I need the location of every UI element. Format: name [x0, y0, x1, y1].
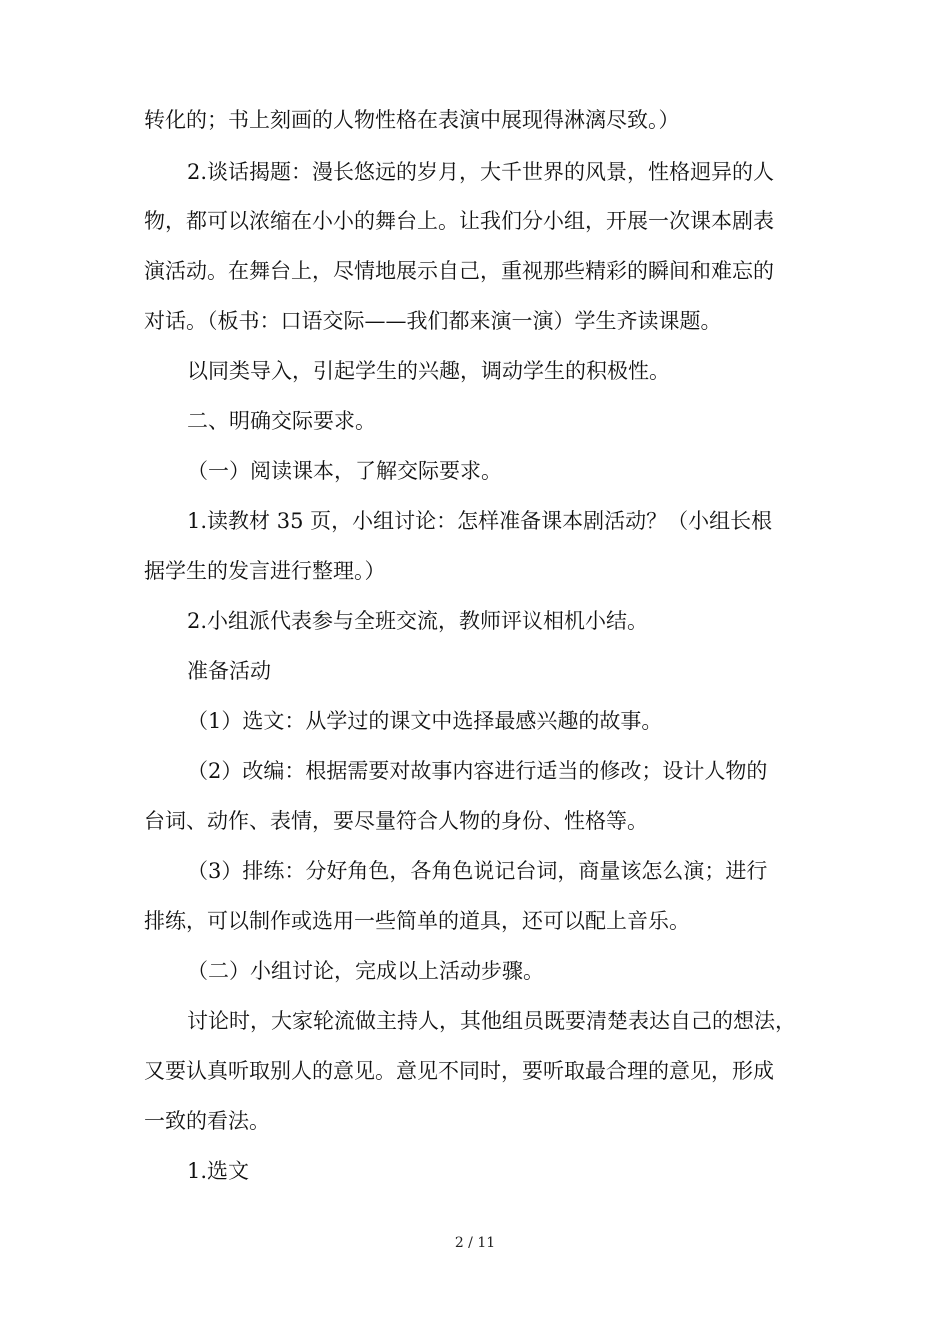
text-line: （1）选文：从学过的课文中选择最感兴趣的故事。	[187, 709, 663, 733]
text-line: 又要认真听取别人的意见。意见不同时，要听取最合理的意见，形成	[144, 1059, 774, 1083]
text-line: 2.小组派代表参与全班交流，教师评议相机小结。	[187, 609, 649, 633]
text-line: 准备活动	[187, 659, 271, 683]
text-line: 转化的；书上刻画的人物性格在表演中展现得淋漓尽致。）	[144, 108, 680, 132]
text-line: 2.谈话揭题：漫长悠远的岁月，大千世界的风景，性格迥异的人	[187, 160, 775, 184]
text-line: （2）改编：根据需要对故事内容进行适当的修改；设计人物的	[187, 759, 768, 783]
text-line: 对话。（板书：口语交际——我们都来演一演）学生齐读课题。	[144, 309, 722, 333]
text-line: 排练，可以制作或选用一些简单的道具，还可以配上音乐。	[144, 909, 690, 933]
text-line: 一致的看法。	[144, 1109, 270, 1133]
subsection-heading: （一）阅读课本，了解交际要求。	[187, 459, 502, 483]
text-line: 1.读教材 35 页，小组讨论：怎样准备课本剧活动？（小组长根	[187, 509, 773, 533]
section-heading: 二、明确交际要求。	[187, 409, 376, 433]
text-line: （3）排练：分好角色，各角色说记台词，商量该怎么演；进行	[187, 859, 768, 883]
text-line: 以同类导入，引起学生的兴趣，调动学生的积极性。	[187, 359, 670, 383]
text-line: 物，都可以浓缩在小小的舞台上。让我们分小组，开展一次课本剧表	[144, 209, 774, 233]
text-line: 1.选文	[187, 1159, 250, 1183]
text-line: 演活动。在舞台上，尽情地展示自己，重视那些精彩的瞬间和难忘的	[144, 259, 774, 283]
text-line: 讨论时，大家轮流做主持人，其他组员既要清楚表达自己的想法，	[187, 1009, 796, 1033]
page-number: 2 / 11	[454, 1235, 496, 1251]
text-line: 台词、动作、表情，要尽量符合人物的身份、性格等。	[144, 809, 648, 833]
subsection-heading: （二）小组讨论，完成以上活动步骤。	[187, 959, 544, 983]
text-line: 据学生的发言进行整理。）	[144, 559, 386, 583]
